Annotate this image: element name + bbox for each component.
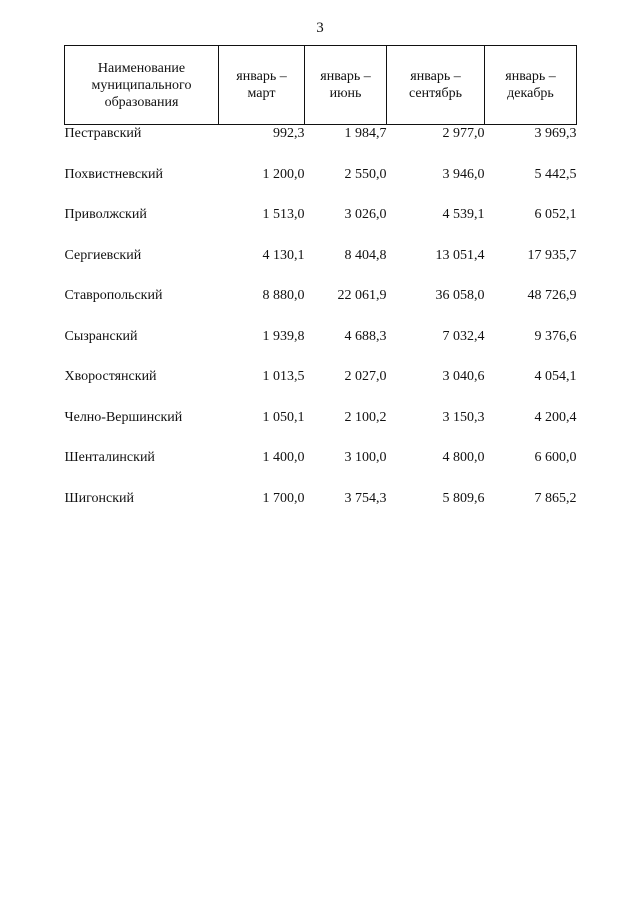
row-name: Сызранский xyxy=(64,328,138,344)
row-q3: 3 150,3 xyxy=(442,409,485,425)
row-q3: 4 539,1 xyxy=(442,207,485,222)
row-q1: 1 513,0 xyxy=(262,207,305,222)
row-q2: 3 026,0 xyxy=(344,207,387,222)
row-name: Пестравский xyxy=(64,126,142,141)
header-q1: январь – март xyxy=(219,46,305,125)
table-row xyxy=(65,449,577,490)
row-q3: 36 058,0 xyxy=(435,288,485,303)
row-q2: 22 061,9 xyxy=(337,288,387,303)
row-q4: 17 935,7 xyxy=(527,247,577,263)
page-number: 3 xyxy=(316,20,324,36)
row-q3: 4 800,0 xyxy=(442,450,485,465)
row-q1: 992,3 xyxy=(273,126,305,141)
row-q1: 1 939,8 xyxy=(262,328,305,344)
row-q3: 7 032,4 xyxy=(442,328,485,344)
row-q2: 2 550,0 xyxy=(344,166,387,182)
row-name: Шигонский xyxy=(64,490,135,506)
row-q2: 3 100,0 xyxy=(344,450,387,465)
row-name: Сергиевский xyxy=(64,247,142,263)
row-q2: 3 754,3 xyxy=(344,490,387,506)
header-q4: январь – декабрь xyxy=(485,46,577,125)
row-name: Хворостянский xyxy=(64,369,157,384)
row-q3: 2 977,0 xyxy=(442,126,485,141)
row-name: Приволжский xyxy=(64,207,147,222)
row-q2: 4 688,3 xyxy=(344,328,387,344)
row-q3: 13 051,4 xyxy=(435,247,485,263)
row-name: Шенталинский xyxy=(64,450,155,465)
row-q3: 3 946,0 xyxy=(442,166,485,182)
row-name: Челно-Вершинский xyxy=(64,409,183,425)
row-q3: 5 809,6 xyxy=(442,490,485,506)
row-name: Похвистневский xyxy=(64,166,163,182)
row-q1: 1 400,0 xyxy=(262,450,305,465)
table-header-row xyxy=(65,46,577,125)
row-q1: 1 700,0 xyxy=(262,490,305,506)
row-name: Ставропольский xyxy=(64,288,163,303)
table-row xyxy=(65,490,577,531)
row-q2: 2 027,0 xyxy=(344,369,387,384)
row-q1: 4 130,1 xyxy=(262,247,305,263)
row-q4: 5 442,5 xyxy=(534,166,577,182)
row-q1: 1 013,5 xyxy=(262,369,305,384)
row-q4: 4 200,4 xyxy=(534,409,577,425)
row-q3: 3 040,6 xyxy=(442,369,485,384)
table-row xyxy=(65,368,577,409)
data-table xyxy=(64,45,577,530)
table-row xyxy=(65,409,577,450)
table-row xyxy=(65,287,577,328)
row-q4: 48 726,9 xyxy=(527,288,577,303)
row-q4: 6 600,0 xyxy=(534,450,577,465)
table-row xyxy=(65,247,577,288)
table-row xyxy=(65,206,577,247)
header-q2: январь – июнь xyxy=(305,46,387,125)
row-q4: 7 865,2 xyxy=(534,490,577,506)
row-q1: 1 050,1 xyxy=(262,409,305,425)
row-q1: 8 880,0 xyxy=(262,288,305,303)
row-q2: 1 984,7 xyxy=(344,126,387,141)
table-row xyxy=(65,166,577,207)
table-row xyxy=(65,328,577,369)
row-q4: 9 376,6 xyxy=(534,328,577,344)
row-q4: 4 054,1 xyxy=(534,369,577,384)
row-q4: 6 052,1 xyxy=(534,207,577,222)
row-q4: 3 969,3 xyxy=(534,126,577,141)
table-row xyxy=(65,125,577,166)
row-q2: 2 100,2 xyxy=(344,409,387,425)
header-q3: январь – сентябрь xyxy=(387,46,485,125)
header-name: Наименование муниципального образования xyxy=(65,46,219,125)
row-q2: 8 404,8 xyxy=(344,247,387,263)
row-q1: 1 200,0 xyxy=(262,166,305,182)
